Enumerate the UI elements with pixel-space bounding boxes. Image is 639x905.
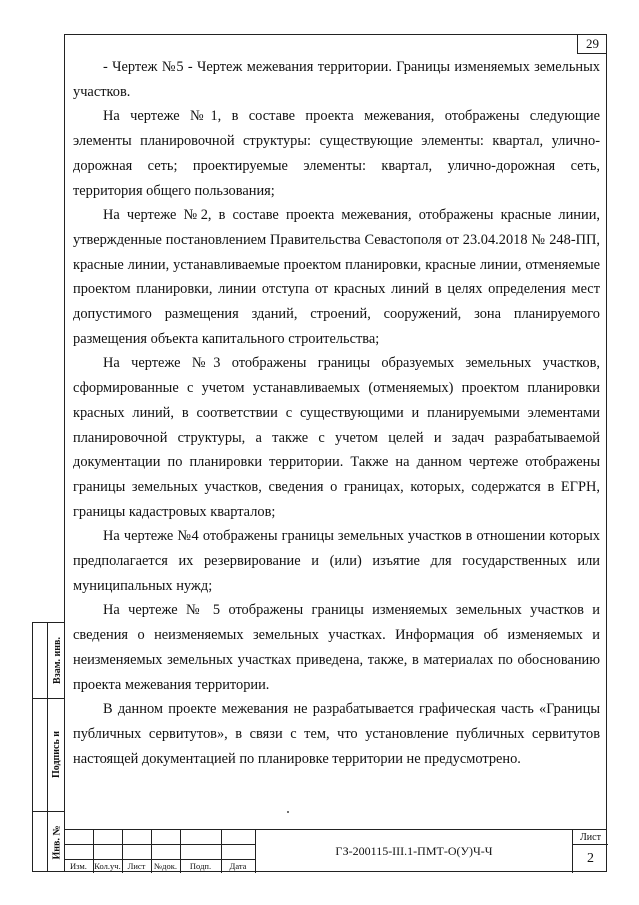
sheet-label: Лист xyxy=(573,830,608,845)
sheet-cell xyxy=(572,830,607,873)
side-stamp-value-column xyxy=(33,623,48,871)
paragraph-drawing-1: На чертеже №1, в составе проекта межевания, отображены следующие элементы планировочной структуры: существующие элементы: квартал, улично-дорожная сеть; проектируемые элементы: квартал, улично-дорожная сеть, территория общего пользования; xyxy=(73,108,600,199)
paragraph-drawing-2: На чертеже №2, в составе проекта межевания, отображены красные линии, утвержденные постановлением Правительства Севастополя от 23.04.2018 № 248-ПП, красные линии, устанавливаемые проектом планировки, красные линии, отменяемые проектом планировки, линии отступа от красных линий в целях определения мест допустимого размещения зданий, строений, сооружений, зона планируемого размещения объекта капитального строительства; xyxy=(73,207,600,347)
side-stamp-podpis: Подпись и xyxy=(51,730,63,779)
paragraph-drawing-5: - Чертеж №5 - Чертеж межевания территории. Границы изменяемых земельных участков. xyxy=(73,59,600,100)
header-kol-uch: Кол.уч. xyxy=(94,861,121,871)
side-stamp-vzam-inv: Взам. инв. xyxy=(51,637,63,684)
document-code: ГЗ-200115-III.1-ПМТ-О(У)Ч-Ч xyxy=(255,830,572,873)
header-podp: Подп. xyxy=(189,861,212,871)
paragraph-drawing-4: На чертеже №4 отображены границы земельных участков в отношении которых предполагается их резервирование и (или) изъятие для государственных или муниципальных нужд; xyxy=(73,528,600,594)
paragraph-servitudes: В данном проекте межевания не разрабатывается графическая часть «Границы публичных сервитутов», в связи с тем, что установление публичных сервитутов настоящей документацией по планировке территории не предусмотрено. xyxy=(73,701,600,767)
body-text xyxy=(73,55,600,771)
side-stamp xyxy=(32,622,64,872)
header-izm: Изм. xyxy=(70,861,87,871)
paragraph-drawing-3: На чертеже №3 отображены границы образуемых земельных участков, сформированные с учетом устанавливаемых (отменяемых) проектом планировки красных линий, в соответствии с существующими и планируемыми элементами планировочной структуры, а также с учетом целей и задач разрабатываемой документации по планировки территории. Также на данном чертеже отображены границы земельных участков, сведения о границах, которых, содержатся в ЕГРН, границы кадастровых кварталов; xyxy=(73,355,600,520)
title-block xyxy=(64,829,607,872)
side-stamp-inv-no: Инв. № xyxy=(51,825,63,859)
header-ndok: №док. xyxy=(154,861,177,871)
header-data: Дата xyxy=(229,861,247,871)
paragraph-drawing-5-info: На чертеже № 5 отображены границы изменяемых земельных участков и сведения о неизменяемых земельных участках. Информация об изменяемых и неизменяемых земельных участках приведена, также, в материалах по обоснованию проекта межевания территории. xyxy=(73,602,600,693)
sheet-number: 2 xyxy=(587,851,594,866)
title-block-grid xyxy=(64,830,255,873)
page-number: 29 xyxy=(577,34,607,54)
header-list: Лист xyxy=(127,861,146,871)
speck xyxy=(287,811,289,813)
